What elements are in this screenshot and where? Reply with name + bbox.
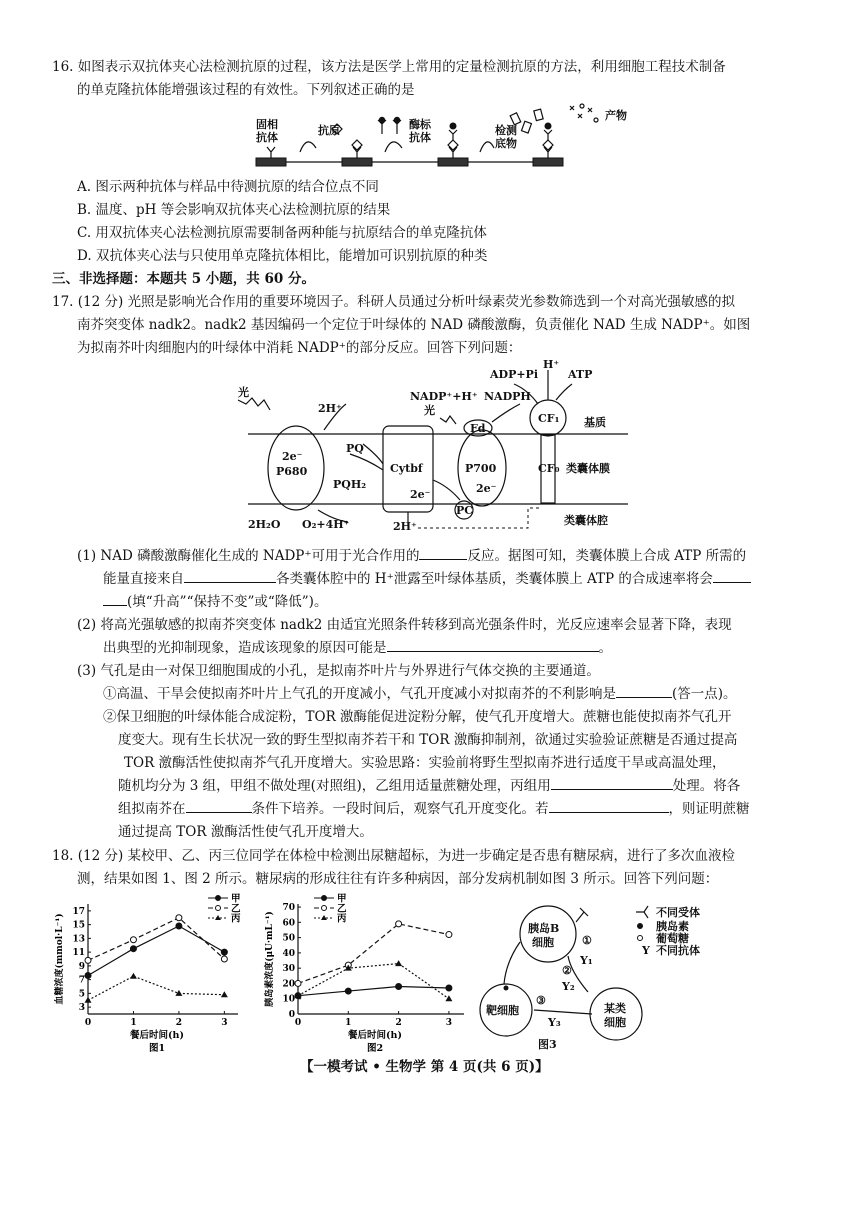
legend-marker [322,906,327,911]
data-point [176,915,182,921]
figure-1-blood-glucose-chart [55,890,250,1054]
x-tick-label: 3 [445,1018,453,1028]
y-tick-label: 13 [72,934,85,945]
fig17-2h-bottom: 2H⁺ [393,520,417,533]
q17-p1-line3: (填“升高”“保持不变”或“降低”)。 [103,591,327,613]
q16-stem-line1: 16. 如图表示双抗体夹心法检测抗原的过程，该方法是医学上常用的定量检测抗原的方法，利用细胞工程技术制备 [52,59,726,75]
data-point [395,960,402,966]
y-tick-label: 17 [72,906,85,917]
data-point [130,973,137,979]
fig17-atp: ATP [568,368,593,381]
fig17-pqh2: PQH₂ [333,478,367,491]
x-tick-label: 1 [130,1018,137,1028]
y-tick-label: 9 [78,961,85,972]
fig17-nadp-in: NADP⁺+H⁺ [410,390,478,403]
legend-marker [322,896,327,901]
fig17-membrane: 类囊体膜 [566,462,610,475]
fig17-light-1: 光 [238,386,249,399]
fig3-some-1: 某类 [604,1002,626,1015]
fig3-c2: ② [562,964,572,977]
legend-label: 丙 [231,913,241,925]
fig17-h2o: 2H₂O [248,518,281,531]
q17-stem-line1: 17. (12 分) 光照是影响光合作用的重要环境因子。科研人员通过分析叶绿素荧光参数筛选到一个对高光强敏感的拟 [52,294,736,310]
x-tick-label: 0 [84,1018,92,1028]
fig16-label-substrate-2: 底物 [495,137,517,150]
data-point [176,923,182,929]
data-point [345,988,351,994]
fig3-legend-y: Y [642,944,650,957]
q17-p2-line1: (2) 将高光强敏感的拟南芥突变体 nadk2 由适宜光照条件转移到高光强条件时，光反应速率会显著下降，表现 [77,617,732,633]
fig17-nadph: NADPH [484,390,531,403]
fig3-some-2: 细胞 [604,1016,626,1029]
fig3-legend-antibody: 不同抗体 [656,944,700,957]
q16-option-c: C. 用双抗体夹心法检测抗原需要制备两种能与抗原结合的单克隆抗体 [77,225,487,241]
fig17-stroma: 基质 [584,416,606,429]
data-point [446,932,452,938]
figure-3-mechanism-diagram [476,892,732,1052]
y-tick-label: 11 [72,948,85,959]
legend-marker [216,896,221,901]
y-axis-label: 胰岛素浓度(μU·mL⁻¹) [265,911,275,1007]
x-axis-label: 餐后时间(h) [348,1030,402,1041]
legend-label: 丙 [337,913,347,925]
series-line-1 [298,924,449,984]
legend-label: 甲 [337,893,347,905]
y-tick-label: 15 [72,920,85,931]
x-tick-label: 2 [395,1018,402,1028]
q16-option-a: A. 图示两种抗体与样品中待测抗原的结合位点不同 [77,179,379,195]
q17-p3-intro: (3) 气孔是由一对保卫细胞围成的小孔，是拟南芥叶片与外界进行气体交换的主要通道。 [77,663,600,679]
y-tick-label: 0 [288,1010,295,1020]
fig17-lumen: 类囊体腔 [564,514,608,527]
legend-marker [216,906,221,911]
chart-caption: 图2 [366,1043,384,1054]
page-footer: 【一模考试 • 生物学 第 4 页(共 6 页)】 [300,1059,549,1075]
y-tick-label: 10 [282,994,295,1005]
x-axis-label: 餐后时间(h) [130,1030,184,1041]
legend-label: 甲 [231,893,241,905]
fig3-caption: 图3 [538,1038,557,1051]
q17-p3-2-line2: 度变大。现有生长状况一致的野生型拟南芥若干和 TOR 激酶抑制剂，欲通过实验验证蔗糖是否通过提高 [118,732,738,748]
fig16-label-substrate-1: 检测 [495,124,517,137]
fig3-c1: ① [582,934,592,947]
data-point [396,921,402,927]
y-tick-label: 70 [282,903,295,914]
q17-p3-2-line3: TOR 激酶活性使拟南芥气孔开度增大。实验思路：实验前将野生型拟南芥进行适度干旱或高温处理， [124,755,726,771]
x-tick-label: 1 [345,1018,352,1028]
q18-stem-line2: 测，结果如图 1、图 2 所示。糖尿病的形成往往有许多种病因，部分发病机制如图 3 所示。回答下列问题： [77,871,719,887]
y-tick-label: 5 [78,989,85,1000]
q17-p3-2-line5: 组拟南芥在 条件下培养。一段时间后，观察气孔开度变化。若 ，则证明蔗糖 [118,798,750,820]
fig17-fd: Fd [470,422,486,435]
data-point [130,937,136,943]
data-point [85,997,92,1003]
data-point [85,957,91,963]
fig16-label-enzyme-2: 抗体 [409,131,431,144]
fig17-p700: P700 [465,462,497,475]
fig16-label-antigen: 抗原 [318,124,340,137]
fig3-c3: ③ [536,994,546,1007]
fig3-y2: Y₂ [562,980,575,993]
fig3-y1: Y₁ [580,954,593,967]
legend-label: 乙 [337,903,347,915]
q17-p3-1: ①高温、干旱会使拟南芥叶片上气孔的开度减小，气孔开度减小对拟南芥的不利影响是 (答一点)。 [103,683,737,705]
y-axis-label: 血糖浓度(mmol·L⁻¹) [55,913,65,1005]
fig3-islet-b-2: 细胞 [532,936,554,949]
q16-option-b: B. 温度、pH 等会影响双抗体夹心法检测抗原的结果 [77,202,391,218]
fig16-label-enzyme-1: 酶标 [409,118,431,131]
series-line-0 [88,926,224,976]
fig3-islet-b-1: 胰岛B [528,922,560,935]
data-point [130,946,136,952]
series-line-1 [88,918,224,961]
q17-stem-line3: 为拟南芥叶肉细胞内的叶绿体中消耗 NADP⁺的部分反应。回答下列问题： [77,340,522,356]
data-point [221,991,228,997]
figure-2-insulin-chart [262,890,470,1054]
fig17-adp: ADP+Pi [490,368,539,381]
data-point [445,995,452,1001]
data-point [85,973,91,979]
fig16-label-solid-1: 固相 [256,118,278,131]
fig3-legend-glucose: 葡萄糖 [656,932,689,945]
q17-p3-2-line4: 随机均分为 3 组，甲组不做处理(对照组)，乙组用适量蔗糖处理，丙组用 处理。将各 [118,775,740,797]
data-point [446,985,452,991]
fig17-light-2: 光 [424,404,435,417]
q17-p3-2-line1: ②保卫细胞的叶绿体能合成淀粉，TOR 激酶能促进淀粉分解，使气孔开度增大。蔗糖也能使拟南芥气孔开 [103,709,732,725]
y-tick-label: 50 [282,933,295,944]
fig17-pq: PQ [346,442,364,455]
q16-option-d: D. 双抗体夹心法与只使用单克隆抗体相比，能增加可识别抗原的种类 [77,248,488,264]
y-tick-label: 60 [282,918,295,929]
y-tick-label: 40 [282,948,295,959]
legend-label: 乙 [231,903,241,915]
fig3-y3: Y₃ [548,1016,561,1029]
data-point [221,956,227,962]
fig16-label-product: 产物 [605,109,627,122]
data-point [295,980,301,986]
fig16-label-solid-2: 抗体 [256,131,278,144]
fig3-legend-receptor: 不同受体 [656,906,700,919]
q17-p1-line2: 能量直接来自 各类囊体腔中的 H⁺泄露至叶绿体基质，类囊体膜上 ATP 的合成速率将会 [103,568,751,590]
y-tick-label: 30 [282,964,295,975]
fig17-e-mid: 2e⁻ [410,488,431,501]
q17-p3-2-line6: 通过提高 TOR 激酶活性使气孔开度增大。 [118,824,373,840]
fig17-e-top: 2e⁻ [282,450,303,463]
fig17-cf1: CF₁ [538,412,560,425]
x-tick-label: 0 [294,1018,302,1028]
q18-stem-line1: 18. (12 分) 某校甲、乙、丙三位同学在体检中检测出尿糖超标，为进一步确定是否患有糖尿病，进行了多次血液检 [52,848,736,864]
chart-caption: 图1 [148,1043,166,1054]
series-line-0 [298,987,449,996]
fig17-hplus: H⁺ [543,358,560,371]
q16-stem-line2: 的单克隆抗体能增强该过程的有效性。下列叙述正确的是 [77,82,415,98]
fig17-pc: PC [456,504,474,517]
q17-thylakoid-figure [238,360,638,540]
q17-p1-line1: (1) NAD 磷酸激酶催化生成的 NADP⁺可用于光合作用的 反应。据图可知，类囊体膜上合成 ATP 所需的 [77,545,746,567]
fig3-legend-insulin: 胰岛素 [656,920,689,933]
series-line-2 [88,976,224,1000]
x-tick-label: 2 [175,1018,183,1028]
fig17-o2: O₂+4H⁺ [302,518,350,531]
fig3-target: 靶细胞 [486,1004,519,1017]
fig17-e-p700: 2e⁻ [476,482,497,495]
fig17-cytbf: Cytbf [390,462,423,475]
fig17-cf0: CF₀ [538,462,560,475]
y-tick-label: 7 [78,975,85,986]
data-point [221,949,227,955]
q16-sandwich-figure [252,102,632,172]
fig17-p680: P680 [276,465,308,478]
x-tick-label: 3 [221,1018,228,1028]
data-point [396,984,402,990]
y-tick-label: 20 [282,979,295,990]
y-tick-label: 3 [78,1003,85,1014]
fig17-2h-top: 2H⁺ [318,402,342,415]
q17-p2-line2: 出典型的光抑制现象，造成该现象的原因可能是 。 [103,637,612,659]
q17-stem-line2: 南芥突变体 nadk2。nadk2 基因编码一个定位于叶绿体的 NAD 磷酸激酶，负责催化 NAD 生成 NADP⁺。如图 [77,317,751,333]
section-3-heading: 三、非选择题：本题共 5 小题，共 60 分。 [52,271,315,287]
